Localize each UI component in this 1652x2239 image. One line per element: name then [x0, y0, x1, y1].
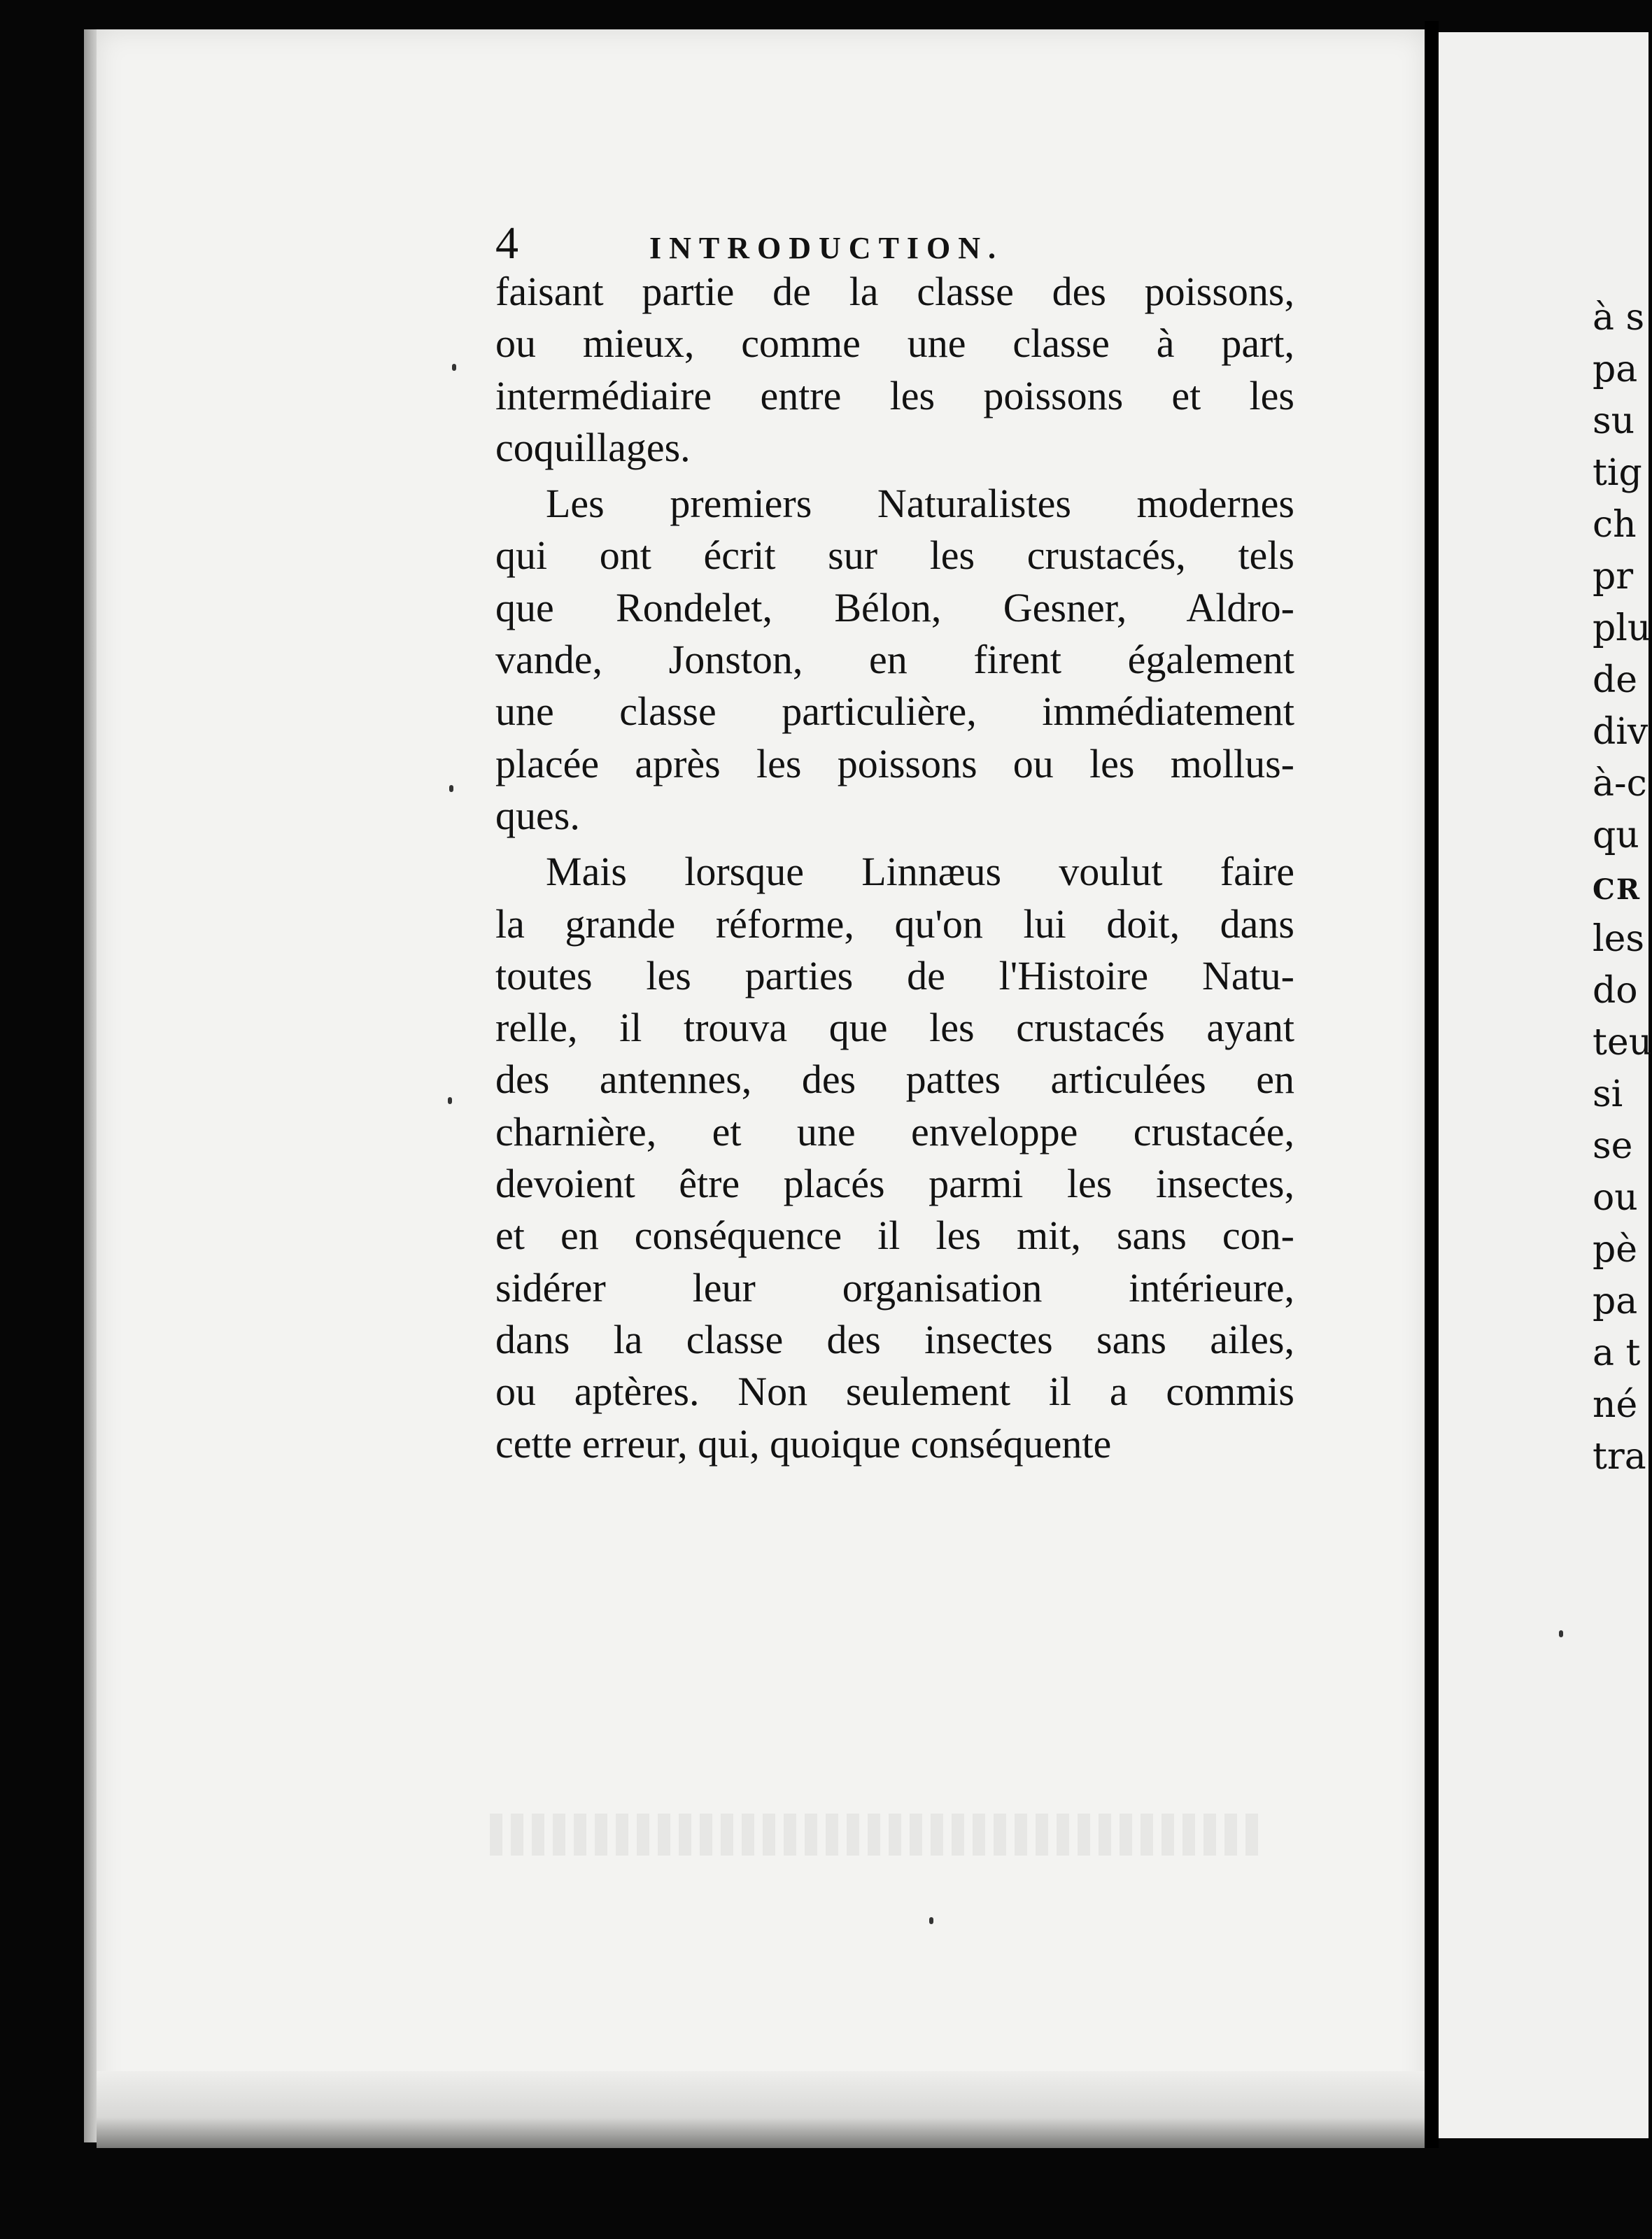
- facing-line: a t: [1593, 1332, 1641, 1374]
- text-line: vande, Jonston, en firent également: [495, 637, 1294, 683]
- paragraph-first-line: Les premiers Naturalistes modernes: [546, 481, 1294, 527]
- facing-page: [1439, 32, 1652, 2138]
- page-text-block: [495, 217, 1294, 1470]
- text-line: sidérer leur organisation intérieure,: [495, 1264, 1294, 1311]
- facing-line: pr: [1593, 556, 1634, 598]
- facing-line: tra: [1593, 1436, 1646, 1478]
- text-line: charnière, et une enveloppe crustacée,: [495, 1108, 1294, 1154]
- text-line: relle, il trouva que les crustacés ayant: [495, 1005, 1294, 1051]
- paragraph-first-line: Mais lorsque Linnæus voulut faire: [546, 849, 1294, 895]
- ink-speck: [929, 1917, 933, 1924]
- show-through-text: [490, 1814, 1259, 1856]
- text-line: intermédiaire entre les poissons et les: [495, 372, 1294, 418]
- facing-line: à s: [1593, 297, 1645, 339]
- facing-line: les: [1593, 918, 1645, 960]
- facing-line: do: [1593, 970, 1638, 1012]
- facing-line: pa: [1593, 1280, 1638, 1322]
- ink-speck: [449, 785, 453, 792]
- facing-line: teu: [1593, 1022, 1652, 1064]
- text-line: dans la classe des insectes sans ailes,: [495, 1316, 1294, 1362]
- facing-line: de: [1593, 659, 1638, 701]
- text-line: et en conséquence il les mit, sans con-: [495, 1213, 1294, 1259]
- text-line: ou mieux, comme une classe à part,: [495, 320, 1294, 367]
- facing-line: div: [1593, 711, 1649, 753]
- text-line: qui ont écrit sur les crustacés, tels: [495, 532, 1294, 579]
- text-line: que Rondelet, Bélon, Gesner, Aldro-: [495, 584, 1294, 630]
- facing-line: su: [1593, 400, 1635, 442]
- page-number: 4: [495, 218, 518, 269]
- text-line: des antennes, des pattes articulées en: [495, 1057, 1294, 1103]
- ink-speck: [448, 1097, 452, 1104]
- worn-bottom-edge: [97, 2071, 1426, 2148]
- facing-line: CR: [1593, 873, 1642, 906]
- facing-line: pè: [1593, 1229, 1638, 1271]
- ink-speck: [1559, 1630, 1563, 1637]
- text-line: devoient être placés parmi les insectes,: [495, 1161, 1294, 1207]
- facing-line: se: [1593, 1125, 1633, 1167]
- facing-line: pa: [1593, 348, 1638, 390]
- text-line: ques.: [495, 792, 580, 838]
- text-line: ou aptères. Non seulement il a commis: [495, 1369, 1294, 1415]
- text-line: une classe particulière, immédiatement: [495, 688, 1294, 735]
- text-line: cette erreur, qui, quoique conséquente: [495, 1420, 1112, 1467]
- text-line: coquillages.: [495, 424, 691, 470]
- facing-line: qu: [1593, 814, 1639, 856]
- text-line: faisant partie de la classe des poissons,: [495, 269, 1294, 314]
- facing-line: ou: [1593, 1177, 1638, 1219]
- text-line: toutes les parties de l'Histoire Natu-: [495, 952, 1294, 998]
- binding-gutter: [1425, 21, 1439, 2148]
- facing-line: tig: [1593, 452, 1642, 494]
- text-line: placée après les poissons ou les mollus-: [495, 740, 1294, 786]
- facing-line: à-c: [1593, 763, 1647, 805]
- ink-speck: [452, 364, 456, 371]
- running-header: [495, 217, 1294, 269]
- running-title: INTRODUCTION.: [649, 231, 1004, 265]
- facing-line: ch: [1593, 504, 1637, 546]
- facing-line: plu: [1593, 607, 1651, 649]
- text-line: la grande réforme, qu'on lui doit, dans: [495, 900, 1294, 947]
- facing-line: si: [1593, 1073, 1623, 1115]
- facing-line: né: [1593, 1384, 1638, 1426]
